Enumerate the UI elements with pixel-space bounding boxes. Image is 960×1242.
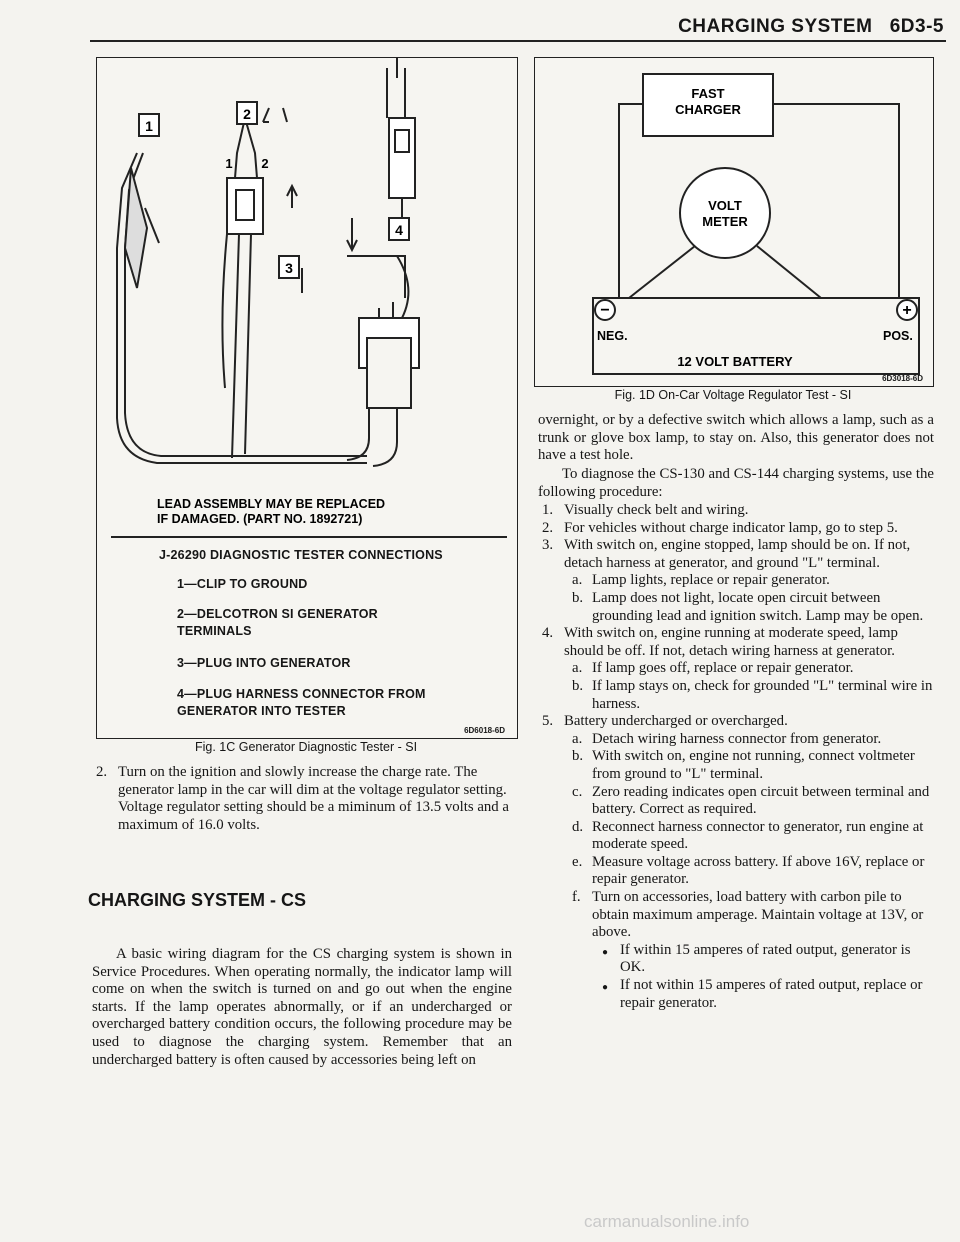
step-text: With switch on, engine running at moderate speed, lamp should be off. If not, detach wiring harness at generator. [564,625,898,659]
list-item [564,889,934,942]
bullet-item [592,977,934,1012]
step-number: 1. [542,502,554,518]
figure-1c-caption: Fig. 1C Generator Diagnostic Tester - SI [194,740,418,754]
bullet-text: If not within 15 amperes of rated output, replace or repair generator. [620,977,923,1011]
figure-1c-divider [111,536,507,538]
step-text: Battery undercharged or overcharged. [564,713,788,730]
continuation-paragraph: overnight, or by a defective switch which allows a lamp, such as a trunk or glove box lamp, to stay on. Also, this generator does not have a test hole. [538,412,934,464]
list-item [538,625,934,713]
list-item [564,678,934,713]
legend-item-3: 3—PLUG INTO GENERATOR [177,656,351,670]
legend-title: J-26290 DIAGNOSTIC TESTER CONNECTIONS [159,548,443,562]
sub-step-text: Measure voltage across battery. If above 16V, replace or repair generator. [592,853,925,888]
list-item [564,590,934,625]
sub-steps [564,660,934,713]
list-item [538,520,934,538]
sub-step-text: With switch on, engine not running, connect voltmeter from ground to "L" terminal. [592,748,915,782]
neg-symbol: − [600,302,610,319]
header-rule [90,40,946,42]
sub-step-letter: b. [572,677,584,694]
neg-label: NEG. [597,329,628,343]
legend-item-2: 2—DELCOTRON SI GENERATOR TERMINALS [177,607,378,638]
bullet-icon: ● [602,946,609,958]
step-number: 2. [96,764,108,780]
watermark: carmanualsonline.info [584,1212,750,1231]
step-number: 5. [542,713,554,730]
list-item [92,764,512,834]
intro-paragraph: A basic wiring diagram for the CS charging system is shown in Service Procedures. When operating normally, the indicator lamp will come on when the switch is turned on and go out when the engine starts. If the lamp operates abnormally, or if an undercharged or overcharged battery condition occurs, the following procedure may be used to diagnose the charging system. Remember that an undercharged battery is often caused by accessories being left on [92,946,512,1068]
step-text: Visually check belt and wiring. [564,502,749,518]
voltage-regulator-test-diagram [535,58,933,386]
callout-1: 1 [145,118,153,134]
sub-step-text: If lamp stays on, check for grounded "L" terminal wire in harness. [592,677,933,712]
sub-step-letter: b. [572,589,584,606]
step-text: For vehicles without charge indicator lamp, go to step 5. [564,519,898,536]
figure-1d-caption: Fig. 1D On-Car Voltage Regulator Test - SI [614,388,852,402]
sub-step-letter: a. [572,572,583,589]
diagnose-intro: To diagnose the CS-130 and CS-144 charging systems, use the following procedure: [538,466,934,500]
bullet-item [592,942,934,977]
lead-note-line-1: LEAD ASSEMBLY MAY BE REPLACED [157,497,386,511]
callout-2: 2 [243,106,251,122]
step-number: 4. [542,625,554,642]
result-bullets [538,942,934,1012]
sub-step-text: Lamp lights, replace or repair generator. [592,572,830,589]
list-item [564,748,934,783]
list-item [564,572,934,590]
figure-1c-box [96,57,518,739]
page-title: CHARGING SYSTEM 6D3-5 [678,16,944,37]
step-number: 2. [542,519,554,536]
plug-label-2: 2 [261,156,269,171]
list-item [564,660,934,678]
list-item [538,713,934,942]
sub-step-letter: a. [572,730,583,747]
sub-step-letter: f. [572,889,581,906]
sub-step-text: Reconnect harness connector to generator, run engine at moderate speed. [592,818,924,853]
meter-label-line-1: VOLT [708,198,742,213]
charger-label-line-2: CHARGER [675,102,741,117]
diagnostic-tester-diagram [97,58,517,528]
section-heading: CHARGING SYSTEM - CS [88,890,307,910]
sub-steps [564,572,934,625]
list-item [538,502,934,520]
step-2-block [92,764,512,834]
sub-step-text: Lamp does not light, locate open circuit between grounding lead and ignition switch. Lamp may be open. [592,589,924,624]
sub-step-text: If lamp goes off, replace or repair generator. [592,660,854,677]
pos-symbol: + [902,302,912,319]
list-item [564,854,934,889]
legend-item-1: 1—CLIP TO GROUND [177,577,308,591]
figure-1d-code: 6D3018-6D [882,374,923,383]
sub-step-letter: c. [572,783,583,800]
list-item [564,784,934,819]
sub-step-letter: d. [572,818,584,835]
sub-step-letter: a. [572,660,583,677]
meter-label-line-2: METER [702,214,748,229]
battery-label: 12 VOLT BATTERY [677,354,793,369]
sub-steps [564,731,934,942]
sub-step-text: Turn on accessories, load battery with carbon pile to obtain maximum amperage. Maintain voltage at 13V, or above. [592,889,924,941]
callout-4: 4 [395,222,403,238]
page-header [0,0,960,48]
step-text: With switch on, engine stopped, lamp should be on. If not, detach harness at generator, and ground "L" terminal. [564,537,911,571]
legend-item-4: 4—PLUG HARNESS CONNECTOR FROM GENERATOR INTO TESTER [177,687,426,718]
sub-step-letter: e. [572,853,583,870]
charger-label-line-1: FAST [691,86,725,101]
step-text: Turn on the ignition and slowly increase the charge rate. The generator lamp in the car will dim at the voltage regulator setting. Voltage regulator setting should be a miminum of 13.5 volts and a maximum of 16.0 volts. [118,764,509,833]
list-item [538,537,934,625]
list-item [564,819,934,854]
list-item [564,731,934,749]
sub-step-letter: b. [572,748,584,765]
pos-label: POS. [883,329,913,343]
sub-step-text: Detach wiring harness connector from generator. [592,730,882,747]
figure-1d-box [534,57,934,387]
bullet-text: If within 15 amperes of rated output, generator is OK. [620,941,911,976]
plug-label-1: 1 [225,156,233,171]
figure-1c-code: 6D6018-6D [464,726,505,735]
lead-note-line-2: IF DAMAGED. (PART NO. 1892721) [157,512,363,526]
bullet-icon: ● [602,982,609,994]
sub-step-text: Zero reading indicates open circuit between terminal and battery. Correct as required. [592,783,930,818]
step-number: 3. [542,537,554,554]
callout-3: 3 [285,260,293,276]
procedure-steps [538,502,934,1012]
